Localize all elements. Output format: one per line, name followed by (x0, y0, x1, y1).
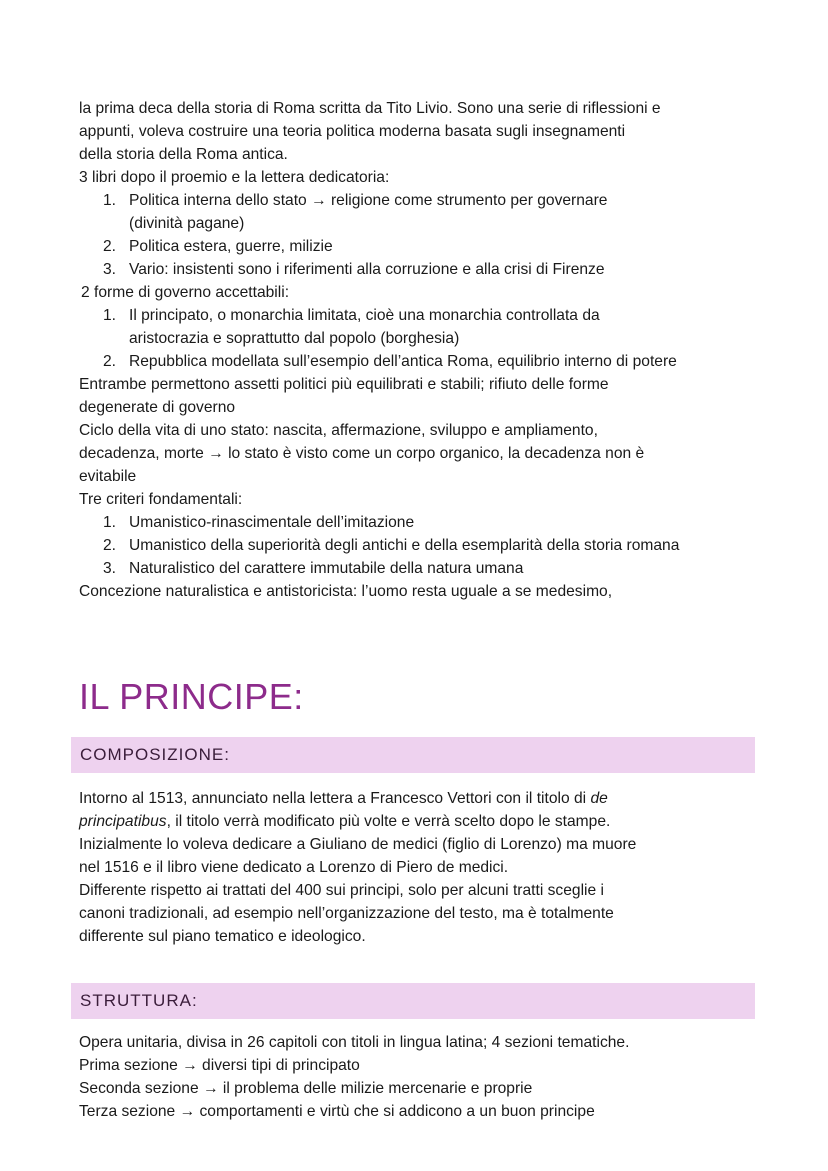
paragraph-line: canoni tradizionali, ad esempio nell’organizzazione del testo, ma è totalmente (79, 905, 614, 922)
paragraph-line: Differente rispetto ai trattati del 400 sui principi, solo per alcuni tratti sceglie i (79, 882, 604, 899)
list-item-continuation (79, 212, 779, 235)
forms-list (79, 304, 779, 373)
books-heading: 3 libri dopo il proemio e la lettera dedicatoria: (79, 169, 390, 186)
composizione-body (79, 787, 779, 948)
text-run: Intorno al 1513, annunciato nella lettera a Francesco Vettori con il titolo di (79, 790, 591, 807)
page-title: IL PRINCIPE: (79, 676, 304, 717)
list-item-text: aristocrazia e soprattutto dal popolo (borghesia) (129, 330, 460, 347)
intro-line: appunti, voleva costruire una teoria politica moderna basata sugli insegnamenti (79, 123, 626, 140)
paragraph-line: Seconda sezione → il problema delle milizie mercenarie e proprie (79, 1080, 533, 1097)
list-item-text: Politica estera, guerre, milizie (129, 238, 333, 255)
struttura-body (79, 1031, 779, 1123)
list-item-text: Naturalistico del carattere immutabile della natura umana (129, 560, 524, 577)
closing-line: Concezione naturalistica e antistoricista: l’uomo resta uguale a se medesimo, (79, 583, 613, 600)
criteria-heading: Tre criteri fondamentali: (79, 491, 243, 508)
list-item (79, 557, 779, 580)
list-item (79, 534, 779, 557)
intro-section (79, 97, 779, 603)
text-run: , il titolo verrà modificato più volte e verrà scelto dopo le stampe. (166, 813, 611, 830)
list-item (79, 304, 779, 327)
list-item-text: (divinità pagane) (129, 215, 245, 232)
paragraph-line: degenerate di governo (79, 399, 236, 416)
paragraph-line (79, 810, 779, 833)
paragraph-line: Prima sezione → diversi tipi di principato (79, 1057, 360, 1074)
criteria-list (79, 511, 779, 580)
list-item-continuation (79, 327, 779, 350)
list-item (79, 511, 779, 534)
list-item (79, 189, 779, 212)
paragraph-line: Opera unitaria, divisa in 26 capitoli con titoli in lingua latina; 4 sezioni tematiche. (79, 1034, 630, 1051)
section-heading-composizione: COMPOSIZIONE: (71, 737, 755, 773)
forms-heading: 2 forme di governo accettabili: (81, 284, 290, 301)
list-item (79, 258, 779, 281)
list-number: 1. (103, 307, 117, 324)
list-item-text: Umanistico della superiorità degli antichi e della esemplarità della storia romana (129, 537, 680, 554)
paragraph-line: nel 1516 e il libro viene dedicato a Lorenzo di Piero de medici. (79, 859, 509, 876)
list-number: 3. (103, 261, 117, 278)
list-item-text: Vario: insistenti sono i riferimenti alla corruzione e alla crisi di Firenze (129, 261, 605, 278)
paragraph-line: Terza sezione → comportamenti e virtù che si addicono a un buon principe (79, 1103, 595, 1120)
paragraph-line: Entrambe permettono assetti politici più equilibrati e stabili; rifiuto delle forme (79, 376, 609, 393)
list-number: 3. (103, 560, 117, 577)
list-item-text: Politica interna dello stato → religione come strumento per governare (129, 192, 608, 209)
italic-text: principatibus (79, 813, 167, 830)
section-heading-struttura: STRUTTURA: (71, 983, 755, 1019)
paragraph-line: evitabile (79, 468, 137, 485)
paragraph-line (79, 787, 779, 810)
list-number: 2. (103, 353, 117, 370)
paragraph-line: decadenza, morte → lo stato è visto come un corpo organico, la decadenza non è (79, 445, 645, 462)
paragraph-line: differente sul piano tematico e ideologico. (79, 928, 366, 945)
paragraph-line: Ciclo della vita di uno stato: nascita, affermazione, sviluppo e ampliamento, (79, 422, 598, 439)
list-item-text: Il principato, o monarchia limitata, cioè una monarchia controllata da (129, 307, 600, 324)
list-item (79, 235, 779, 258)
italic-text: de (590, 790, 608, 807)
list-number: 1. (103, 514, 117, 531)
list-item-text: Repubblica modellata sull’esempio dell’antica Roma, equilibrio interno di potere (129, 353, 677, 370)
list-number: 2. (103, 238, 117, 255)
list-item-text: Umanistico-rinascimentale dell’imitazione (129, 514, 415, 531)
books-list (79, 189, 779, 281)
paragraph-line: Inizialmente lo voleva dedicare a Giuliano de medici (figlio di Lorenzo) ma muore (79, 836, 637, 853)
intro-line: la prima deca della storia di Roma scritta da Tito Livio. Sono una serie di riflessioni e (79, 100, 661, 117)
list-number: 1. (103, 192, 117, 209)
intro-line: della storia della Roma antica. (79, 146, 288, 163)
list-item (79, 350, 779, 373)
list-number: 2. (103, 537, 117, 554)
